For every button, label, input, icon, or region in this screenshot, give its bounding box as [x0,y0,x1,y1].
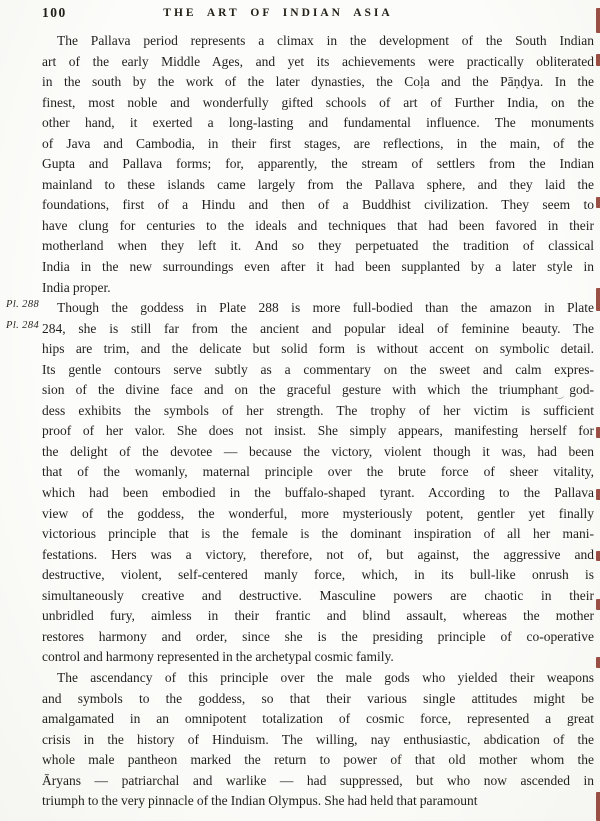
page-edge-mark [596,489,600,500]
page-number: 100 [42,5,67,20]
page-edge-mark [596,551,600,561]
page-edge-mark [596,599,600,610]
text-line: finest, most noble and wonderfully gifted schools of art of Further India, on the [42,94,594,110]
text-line: that of the womanly, maternal principle over the brute force of sheer vitality, [42,464,594,480]
plate-margin-note: Pl. 288 [6,299,40,310]
text-line: 284, she is still far from the ancient and popular ideal of feminine beauty. The [42,320,594,336]
text-line: art of the early Middle Ages, and yet its achievements were practically obliterated [42,53,594,69]
text-line: Its gentle contours serve subtly as a commentary on the sweet and calm expres- [42,361,594,377]
text-line: sion of the divine face and on the graceful gesture with which the triumphant god- [42,382,594,398]
page-edge-mark [596,792,600,821]
page-edge-mark [596,8,600,33]
text-line: other hand, it exerted a long-lasting and fundamental influence. The monuments [42,115,594,131]
text-line: the delight of the devotee — because the victory, violent though it was, had been [42,443,594,459]
text-line: mainland to these islands came largely from the Pallava sphere, and they laid the [42,176,594,192]
text-line: Though the goddess in Plate 288 is more full-bodied than the amazon in Plate [57,300,594,316]
text-line: in the south by the work of the later dynasties, the Coḷa and the Pāṇḍya. In the [42,74,594,90]
text-line: India in the new surroundings even after it had been supplanted by a later style in [42,259,594,275]
text-line: proof of her valor. She does not insist. She simply appears, manifesting herself for [42,423,594,439]
text-line: victorious principle that is the female is the dominant inspiration of all her mani- [42,526,594,542]
page-edge-mark [596,427,600,438]
text-line: Gupta and Pallava forms; for, apparently, the stream of settlers from the Indian [42,156,594,172]
text-line: simultaneously creative and destructive. Masculine powers are chaotic in their [42,587,594,603]
text-line: dess exhibits the symbols of her strength. The trophy of her victim is sufficient [42,402,594,418]
text-line: India proper. [42,279,111,295]
text-line: foundations, first of a Hindu and then of a Buddhist civilization. They seem to [42,197,594,213]
text-line: unbridled fury, aimless in their frantic and blind assault, whereas the mother [42,608,594,624]
text-line: have clung for centuries to the ideals and techniques that had been favored in their [42,217,594,233]
text-line: destructive, violent, self-centered manly force, which, in its bull-like onrush is [42,567,594,583]
page-edge-mark [596,657,600,668]
text-line: The ascendancy of this principle over the male gods who yielded their weapons [57,669,594,685]
text-line: festations. Hers was a victory, therefore, not of, but against, the aggressive and [42,546,594,562]
text-line: restores harmony and order, since she is the presiding principle of co-operative [42,628,594,644]
text-line: view of the goddess, the wonderful, more mysteriously potent, gentler yet finally [42,505,594,521]
text-line: of Java and Cambodia, in their first stages, are reflections, in the main, of the [42,135,594,151]
running-title: THE ART OF INDIAN ASIA [163,7,393,19]
text-line: motherland when they left it. And so they perpetuated the tradition of classical [42,238,594,254]
text-line: amalgamated in an omnipotent totalization of cosmic force, represented a great [42,711,594,727]
text-block [42,31,594,812]
plate-margin-note: Pl. 284 [6,320,40,331]
page-edge-mark [596,197,600,208]
text-line: The Pallava period represents a climax in the development of the South Indian [57,33,594,48]
page-edge-mark [596,54,600,66]
text-line: hips are trim, and the delicate but solid form is without accent on symbolic detail. [42,341,594,357]
text-line: crisis in the history of Hinduism. The willing, nay enthusiastic, abdication of the [42,731,594,747]
text-line: and symbols to the goddess, so that their various single attitudes might be [42,690,594,706]
page-edge-mark [596,288,600,311]
text-line: whole male pantheon marked the return to power of that old mother whom the [42,752,594,768]
text-line: triumph to the very pinnacle of the Indian Olympus. She had held that paramount [42,793,478,809]
text-line: control and harmony represented in the archetypal cosmic family. [42,649,394,665]
text-line: Āryans — patriarchal and warlike — had suppressed, but who now ascended in [42,772,594,788]
text-line: which had been embodied in the buffalo-shaped tyrant. According to the Pallava [42,485,594,501]
